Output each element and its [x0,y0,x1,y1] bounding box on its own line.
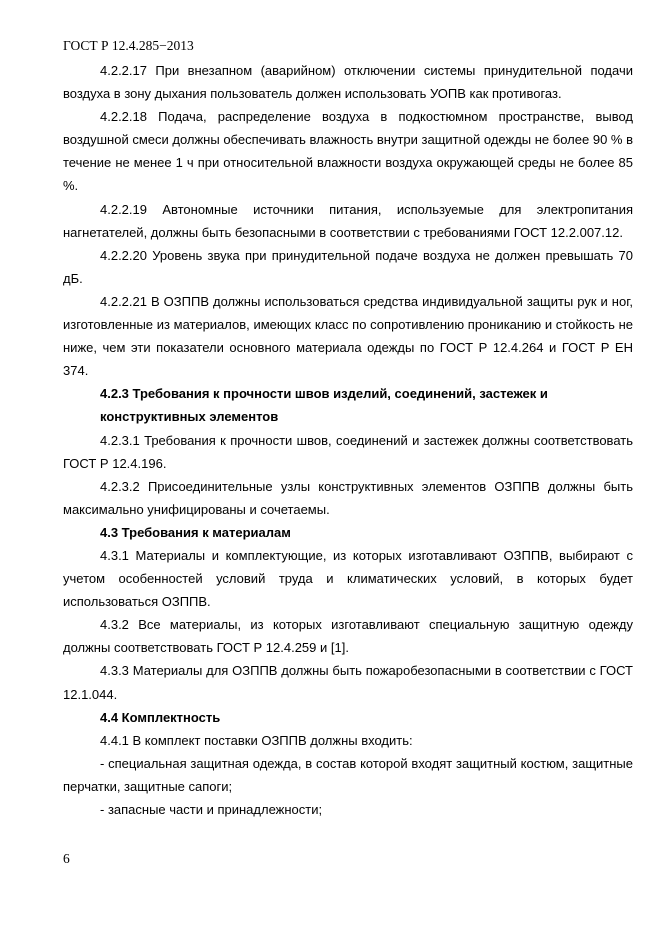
paragraph: 4.4.1 В комплект поставки ОЗППВ должны входить: [100,732,413,748]
paragraph: 4.2.2.20 Уровень звука при принудительной подаче воздуха не должен превышать 70 дБ. [63,247,633,286]
list-item: - специальная защитная одежда, в состав которой входят защитный костюм, защитные перчатки, защитные сапоги; [63,755,633,794]
paragraph: 4.2.2.19 Автономные источники питания, используемые для электропитания нагнетателей, должны быть безопасными в соответствии с требованиями ГОСТ 12.2.007.12. [63,201,633,240]
paragraph: 4.2.3.1 Требования к прочности швов, соединений и застежек должны соответствовать ГОСТ Р 12.4.196. [63,432,633,471]
paragraph: 4.3.2 Все материалы, из которых изготавливают специальную защитную одежду должны соответствовать ГОСТ Р 12.4.259 и [1]. [63,617,633,656]
paragraph: 4.3.1 Материалы и комплектующие, из которых изготавливают ОЗППВ, выбирают с учетом особенностей условий труда и климатических условий, в которых будет использоваться ОЗППВ. [63,547,633,610]
page-number: 6 [63,851,70,866]
section-heading-4-4: 4.4 Комплектность [100,709,221,725]
paragraph: 4.2.2.17 При внезапном (аварийном) отключении системы принудительной подачи воздуха в зону дыхания пользователь должен использовать УОПВ как противогаз. [63,63,633,102]
document-body [63,59,633,821]
heading-line: 4.2.3 Требования к прочности швов изделий, соединений, застежек и [100,386,548,402]
list-item: - запасные части и принадлежности; [100,802,323,817]
paragraph: 4.2.3.2 Присоединительные узлы конструктивных элементов ОЗППВ должны быть максимально унифицированы и сочетаемы. [63,478,633,517]
heading-line: конструктивных элементов [100,409,279,425]
paragraph: 4.2.2.21 В ОЗППВ должны использоваться средства индивидуальной защиты рук и ног, изготовленные из материалов, имеющих класс по сопротивлению прониканию и стойкость не ниже, чем эти показатели основного материала одежды по ГОСТ Р 12.4.264 и ГОСТ Р ЕН 374. [63,293,633,379]
paragraph: 4.3.3 Материалы для ОЗППВ должны быть пожаробезопасными в соответствии с ГОСТ 12.1.044. [63,663,633,702]
section-heading-4-2-3 [100,382,633,428]
document-code-header: ГОСТ Р 12.4.285−2013 [63,38,194,53]
paragraph: 4.2.2.18 Подача, распределение воздуха в подкостюмном пространстве, вывод воздушной смеси должны обеспечивать влажность внутри защитной одежды не более 90 % в течение не менее 1 ч при относительной влажности воздуха окружающей среды не более 85 %. [63,109,633,194]
section-heading-4-3: 4.3 Требования к материалам [100,524,291,540]
